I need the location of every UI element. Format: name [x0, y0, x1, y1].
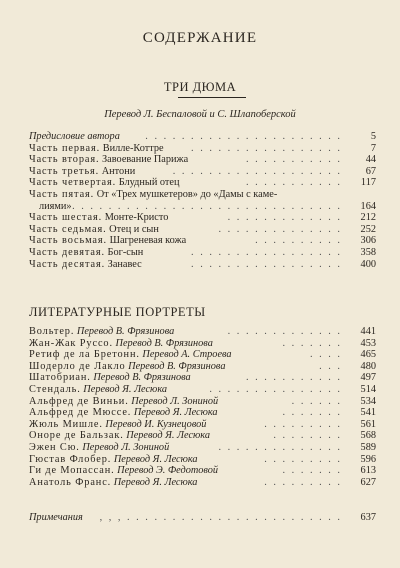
toc-leader-dots: . . . . . . . . . . . . . . .	[209, 383, 342, 395]
toc-entry-title-part: Стендаль.	[29, 383, 81, 395]
toc-entry-title	[29, 259, 142, 271]
toc-entry-title	[29, 177, 180, 189]
toc-entry-title-part: Перевод Я. Лесюка	[131, 407, 218, 419]
toc-entry-title-part: Часть пятая.	[29, 188, 95, 200]
toc-entry	[29, 430, 376, 442]
toc-leader-dots: . . . . . . .	[282, 407, 342, 419]
toc-entry-title-part: От «Трех мушкетеров» до «Дамы с каме-	[94, 188, 278, 200]
toc-entry-title-part: Гюстав Флобер.	[29, 453, 112, 465]
toc-entry-page: 441	[360, 326, 376, 337]
toc-entry-title	[29, 372, 191, 384]
toc-entry	[29, 512, 376, 524]
toc-entry-page: 212	[360, 212, 376, 224]
toc-entry-title	[29, 477, 197, 489]
toc-entry-page: 637	[360, 512, 376, 523]
toc-entry-title-part: Перевод В. Фрязинова	[125, 360, 226, 372]
toc-entry-title-part: Шагреневая кожа	[107, 235, 187, 247]
toc-entry-title-part: Жан-Жак Руссо.	[29, 337, 113, 349]
toc-entry	[29, 361, 376, 373]
toc-entry-title	[29, 465, 218, 477]
toc-entry-title-part: Отец и сын	[106, 223, 159, 235]
toc-leader-dots: , , , . . . . . . . . . . . . . . . . . . . . . . . .	[99, 512, 342, 523]
toc-entry	[29, 166, 376, 178]
toc-list-trois-dumas	[29, 131, 376, 270]
toc-entry-title-part: Часть восьмая.	[29, 235, 107, 247]
toc-entry	[29, 338, 376, 350]
toc-entry-title	[29, 454, 198, 466]
toc-entry-title-part: Перевод В. Фрязинова	[112, 337, 213, 349]
toc-leader-dots: . . . . . . .	[282, 337, 342, 349]
toc-entry-title-part: Ги де Мопассан.	[29, 465, 115, 477]
toc-entry-title-part: Часть десятая.	[29, 258, 106, 270]
toc-entry	[29, 442, 376, 454]
toc-entry-title-part: Перевод Я. Лесюка	[123, 430, 210, 442]
toc-entry-title-part: Перевод В. Фрязинова	[74, 326, 175, 337]
toc-entry-title	[39, 201, 72, 213]
toc-entry-title-part: Анатоль Франс.	[29, 476, 112, 488]
toc-leader-dots: . . . . . . . .	[273, 430, 342, 442]
toc-entry	[29, 224, 376, 236]
toc-entry	[29, 372, 376, 384]
toc-entry-title	[29, 247, 143, 259]
toc-entry-page: 589	[360, 441, 376, 453]
toc-entry-title-part: Перевод Я. Лесюка	[111, 453, 198, 465]
toc-entry-title-part: Оноре де Бальзак.	[29, 430, 124, 442]
toc-leader-dots: . . . . . . . . . . . . .	[227, 212, 342, 224]
page-heading: СОДЕРЖАНИЕ	[142, 30, 258, 46]
toc-leader-dots: . . . . . . . . . . . . . . . . . . .	[172, 165, 342, 177]
toc-entry-page: 67	[365, 165, 376, 177]
toc-entry-title-part: Альфред де Мюссе.	[29, 407, 132, 419]
toc-entry-page: 568	[360, 430, 376, 442]
toc-entry-page: 613	[360, 465, 376, 477]
toc-leader-dots: . . . . . . . . . .	[255, 235, 342, 247]
toc-entry	[29, 131, 376, 143]
toc-entry-page: 453	[360, 337, 376, 349]
toc-leader-dots: . . . . . . . . .	[264, 476, 342, 488]
toc-entry-title-part: Ретиф де ла Бретонн.	[29, 349, 140, 361]
toc-entry	[29, 384, 376, 396]
toc-entry-title-part: Вилле-Коттре	[100, 142, 164, 154]
toc-entry-title	[29, 338, 213, 350]
toc-entry	[29, 396, 376, 408]
toc-entry-title-part: Перевод Л. Зониной	[128, 395, 219, 407]
toc-entry-title-part: Перевод А. Строева	[139, 349, 232, 361]
toc-entry-title-part: Антони	[99, 165, 136, 177]
toc-entry-title	[29, 349, 232, 361]
toc-entry-title	[29, 384, 167, 396]
toc-entry-title	[29, 442, 169, 454]
toc-entry-title	[29, 143, 164, 155]
toc-entry-title-part: Перевод В. Фрязинова	[90, 372, 191, 384]
toc-entry-title-part: Эжен Сю.	[29, 441, 80, 453]
toc-leader-dots: . . . . . . . . . . . . . .	[218, 223, 342, 235]
toc-entry-title-part: Часть шестая.	[29, 212, 103, 224]
toc-entry-title	[29, 361, 225, 373]
toc-leader-dots: . . . . . . . . . . . . . . . . .	[191, 142, 342, 154]
toc-entry-page: 596	[360, 453, 376, 465]
section-translator-note: Перевод Л. Беспаловой и С. Шлапоберской	[104, 109, 296, 120]
toc-leader-dots: . . . . . . . . . . . . . . . . . . . . . . . . . . . . . .	[72, 200, 342, 212]
toc-leader-dots: . . . . . . . . . . . . .	[227, 326, 342, 337]
toc-entry-page: 44	[365, 154, 376, 166]
toc-entry-title	[29, 189, 277, 201]
toc-entry	[29, 143, 376, 155]
toc-leader-dots: . . . . . . . . . . . . . .	[218, 441, 342, 453]
toc-entry	[29, 154, 376, 166]
toc-entry-title-part: Альфред де Виньи.	[29, 395, 129, 407]
toc-entry-title-part: Часть вторая.	[29, 154, 100, 166]
toc-leader-dots: . . . . . . . . .	[264, 453, 342, 465]
toc-entry-title-part: Монте-Кристо	[102, 212, 169, 224]
toc-entry-page: 252	[360, 223, 376, 235]
toc-entry-title: Примечания	[29, 512, 83, 523]
toc-entry-title	[29, 154, 188, 166]
toc-entry-title-part: Часть первая.	[29, 142, 101, 154]
toc-entry-title	[29, 224, 159, 236]
toc-entry-title	[29, 396, 218, 408]
section-title-literary-portraits: ЛИТЕРАТУРНЫЕ ПОРТРЕТЫ	[29, 305, 206, 319]
toc-entry-title-part: Предисловие автора	[29, 131, 120, 142]
toc-entry	[29, 349, 376, 361]
toc-entry-page: 465	[360, 349, 376, 361]
toc-entry-title-part: лиями»	[39, 200, 72, 212]
toc-entry-title	[29, 166, 135, 178]
toc-entry-title-part: Перевод И. Кузнецовой	[102, 418, 207, 430]
toc-leader-dots: . . . . . . .	[282, 465, 342, 477]
toc-entry	[29, 454, 376, 466]
toc-entry-page: 534	[360, 395, 376, 407]
toc-entry-title	[29, 430, 210, 442]
toc-leader-dots: . . . . . . . . . . .	[245, 372, 342, 384]
toc-entry	[29, 247, 376, 259]
toc-entry-title-part: Часть четвертая.	[29, 177, 117, 189]
toc-entry-page: 497	[360, 372, 376, 384]
toc-entry-page: 358	[360, 246, 376, 258]
toc-entry-title-part: Бог-сын	[104, 246, 144, 258]
toc-entry-page: 480	[360, 360, 376, 372]
toc-leader-dots: . . . . . .	[291, 395, 342, 407]
toc-entry-page: 7	[370, 142, 376, 154]
toc-entry	[29, 419, 376, 431]
toc-entry-title-part: Занавес	[105, 258, 142, 270]
toc-leader-dots: . . . . . . . . . . .	[245, 177, 342, 189]
toc-entry-title	[29, 235, 186, 247]
toc-entry	[29, 407, 376, 419]
toc-entry-title-part: Перевод Я. Лесюка	[111, 476, 198, 488]
toc-entry-page: 400	[360, 258, 376, 270]
toc-entry-title	[29, 419, 206, 431]
section-title-trois-dumas: ТРИ ДЮМА	[163, 80, 237, 94]
toc-entry-title-part: Шодерло де Лакло	[29, 360, 126, 372]
toc-entry-title	[29, 131, 120, 143]
toc-entry-title-part: Шатобриан.	[29, 372, 91, 384]
toc-entry-title-part: Перевод Э. Федотовой	[114, 465, 219, 477]
toc-leader-dots: . . . . . . . . . . .	[245, 154, 342, 166]
toc-entry-page: 627	[360, 476, 376, 488]
toc-leader-dots: . . .	[319, 360, 342, 372]
toc-entry-title-part: Вольтер.	[29, 326, 75, 337]
toc-entry-title-part: Жюль Мишле.	[29, 418, 103, 430]
toc-entry	[29, 201, 376, 213]
toc-entry-title-part: Часть седьмая.	[29, 223, 107, 235]
toc-entry	[29, 465, 376, 477]
toc-list-literary-portraits	[29, 326, 376, 488]
toc-entry-page: 164	[360, 200, 376, 212]
toc-leader-dots: . . . . . . . . . . . . . . . . .	[191, 258, 342, 270]
toc-entry-title-part: Часть девятая.	[29, 246, 105, 258]
toc-entry	[29, 235, 376, 247]
toc-entry-title-part: Часть третья.	[29, 165, 100, 177]
toc-entry-title	[29, 212, 168, 224]
toc-entry-title-part: Перевод Я. Лесюка	[80, 383, 168, 395]
toc-entry	[29, 326, 376, 338]
toc-entry-title	[29, 326, 174, 338]
toc-entry-title-part: Завоевание Парижа	[99, 154, 189, 166]
toc-entry-page: 514	[360, 383, 376, 395]
toc-entry-page: 117	[360, 177, 376, 189]
section-title-underline	[178, 97, 246, 98]
toc-entry	[29, 259, 376, 271]
toc-leader-dots: . . . . . . . . .	[264, 418, 342, 430]
toc-notes-entry	[29, 512, 376, 524]
toc-leader-dots: . . . . . . . . . . . . . . . . . . . . . .	[145, 131, 342, 142]
toc-entry-page: 306	[360, 235, 376, 247]
toc-entry	[29, 212, 376, 224]
toc-entry-title-part: Блудный отец	[116, 177, 180, 189]
toc-entry-page: 561	[360, 418, 376, 430]
toc-leader-dots: . . . . . . . . . . . . . . . . .	[191, 246, 342, 258]
toc-entry-title	[29, 407, 218, 419]
toc-entry	[29, 189, 376, 201]
toc-entry-page: 541	[360, 407, 376, 419]
toc-entry-page: 5	[370, 131, 376, 142]
toc-entry-title-part: Перевод Л. Зониной	[79, 441, 170, 453]
toc-entry	[29, 477, 376, 489]
toc-entry	[29, 177, 376, 189]
toc-leader-dots: . . . .	[309, 349, 342, 361]
